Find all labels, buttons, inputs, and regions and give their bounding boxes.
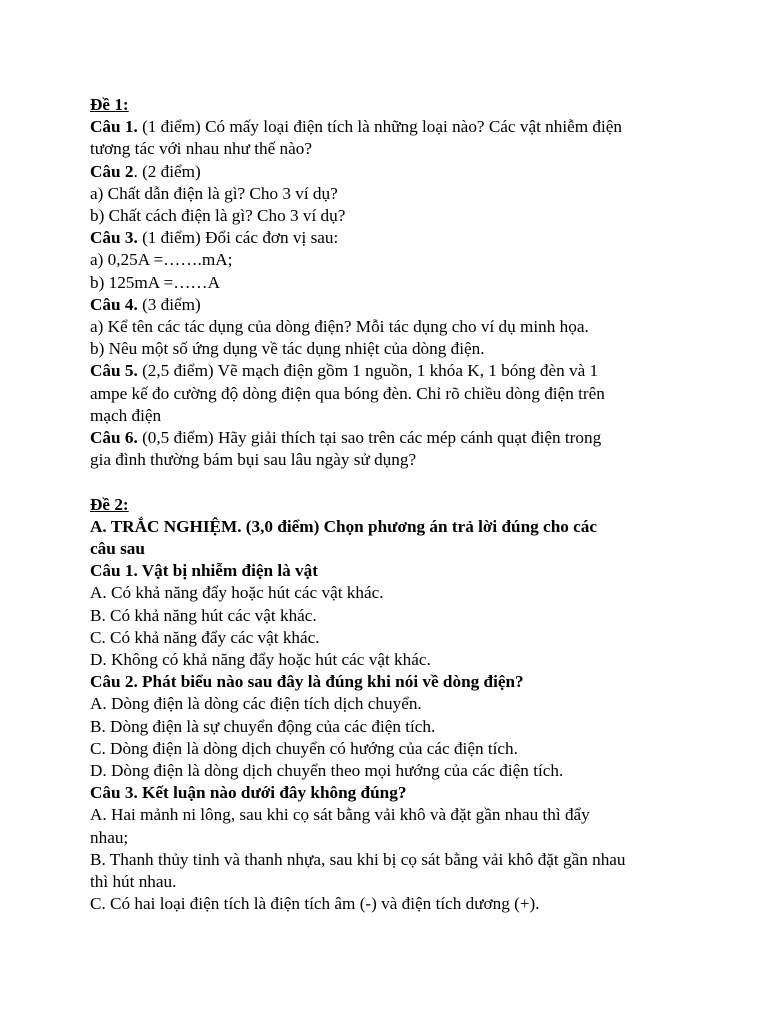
question-text-continued: gia đình thường bám bụi sau lâu ngày sử dụng? <box>90 450 417 470</box>
option-a: A. Hai mảnh ni lông, sau khi cọ sát bằng vải khô và đặt gần nhau thì đẩy <box>90 805 590 825</box>
question-text: (3 điểm) <box>137 294 201 314</box>
exam-1-question-3 <box>90 227 690 249</box>
option-b: B. Có khả năng hút các vật khác. <box>90 605 317 625</box>
option-c: C. Có khả năng đẩy các vật khác. <box>90 627 320 647</box>
question-text-continued: mạch điện <box>90 405 162 425</box>
question-label: Câu 2 <box>90 161 134 181</box>
question-text: (2,5 điểm) Vẽ mạch điện gồm 1 nguồn, 1 khóa K, 1 bóng đèn và 1 <box>137 361 599 381</box>
sub-question-a: a) Chất dẫn điện là gì? Cho 3 ví dụ? <box>90 183 338 203</box>
exam-1-heading: Đề 1: <box>90 95 129 114</box>
question-label: Câu 6. <box>90 428 138 448</box>
option-a: A. Có khả năng đẩy hoặc hút các vật khác. <box>90 583 384 603</box>
exam-1-question-4 <box>90 294 690 316</box>
question-label: Câu 3. <box>90 228 138 248</box>
exam-1-question-6 <box>90 427 690 449</box>
question-text: (1 điểm) Đổi các đơn vị sau: <box>137 228 339 248</box>
blank-line <box>90 471 690 493</box>
option-b-continued: thì hút nhau. <box>90 872 177 892</box>
sub-question-b: b) Nêu một số ứng dụng về tác dụng nhiệt của dòng điện. <box>90 339 485 359</box>
exam-2-question-3: Câu 3. Kết luận nào dưới đây không đúng? <box>90 783 407 803</box>
question-text-continued: ampe kế đo cường độ dòng điện qua bóng đèn. Chỉ rõ chiều dòng điện trên <box>90 383 605 403</box>
option-c: C. Có hai loại điện tích là điện tích âm (-) và điện tích dương (+). <box>90 894 540 914</box>
question-text: (1 điểm) Có mấy loại điện tích là những loại nào? Các vật nhiễm điện <box>137 117 622 137</box>
sub-question-b: b) Chất cách điện là gì? Cho 3 ví dụ? <box>90 206 346 226</box>
exam-1-question-1 <box>90 116 690 138</box>
section-a-heading: A. TRẮC NGHIỆM. (3,0 điểm) Chọn phương án trả lời đúng cho các <box>90 516 597 536</box>
option-b: B. Dòng điện là sự chuyển động của các điện tích. <box>90 716 436 736</box>
exam-1-question-2 <box>90 161 690 183</box>
question-text: (0,5 điểm) Hãy giải thích tại sao trên các mép cánh quạt điện trong <box>137 428 602 448</box>
exam-2-question-2: Câu 2. Phát biểu nào sau đây là đúng khi nói về dòng điện? <box>90 672 524 692</box>
document-page <box>90 94 690 916</box>
option-d: D. Dòng điện là dòng dịch chuyển theo mọi hướng của các điện tích. <box>90 761 564 781</box>
option-a: A. Dòng điện là dòng các điện tích dịch chuyển. <box>90 694 422 714</box>
question-text: . (2 điểm) <box>133 161 201 181</box>
exam-2-question-1: Câu 1. Vật bị nhiễm điện là vật <box>90 561 318 581</box>
exam-1-question-5 <box>90 360 690 382</box>
sub-question-b: b) 125mA =……A <box>90 272 221 292</box>
option-b: B. Thanh thủy tinh và thanh nhựa, sau khi bị cọ sát bằng vải khô đặt gần nhau <box>90 849 626 869</box>
sub-question-a: a) 0,25A =…….mA; <box>90 250 233 270</box>
option-c: C. Dòng điện là dòng dịch chuyển có hướng của các điện tích. <box>90 738 518 758</box>
section-a-heading-continued: câu sau <box>90 539 145 559</box>
option-d: D. Không có khả năng đẩy hoặc hút các vật khác. <box>90 650 431 670</box>
question-label: Câu 4. <box>90 294 138 314</box>
sub-question-a: a) Kể tên các tác dụng của dòng điện? Mỗi tác dụng cho ví dụ minh họa. <box>90 317 589 337</box>
question-label: Câu 5. <box>90 361 138 381</box>
question-text-continued: tương tác với nhau như thế nào? <box>90 139 312 159</box>
exam-2-heading: Đề 2: <box>90 494 129 514</box>
question-label: Câu 1. <box>90 117 138 137</box>
option-a-continued: nhau; <box>90 827 129 847</box>
